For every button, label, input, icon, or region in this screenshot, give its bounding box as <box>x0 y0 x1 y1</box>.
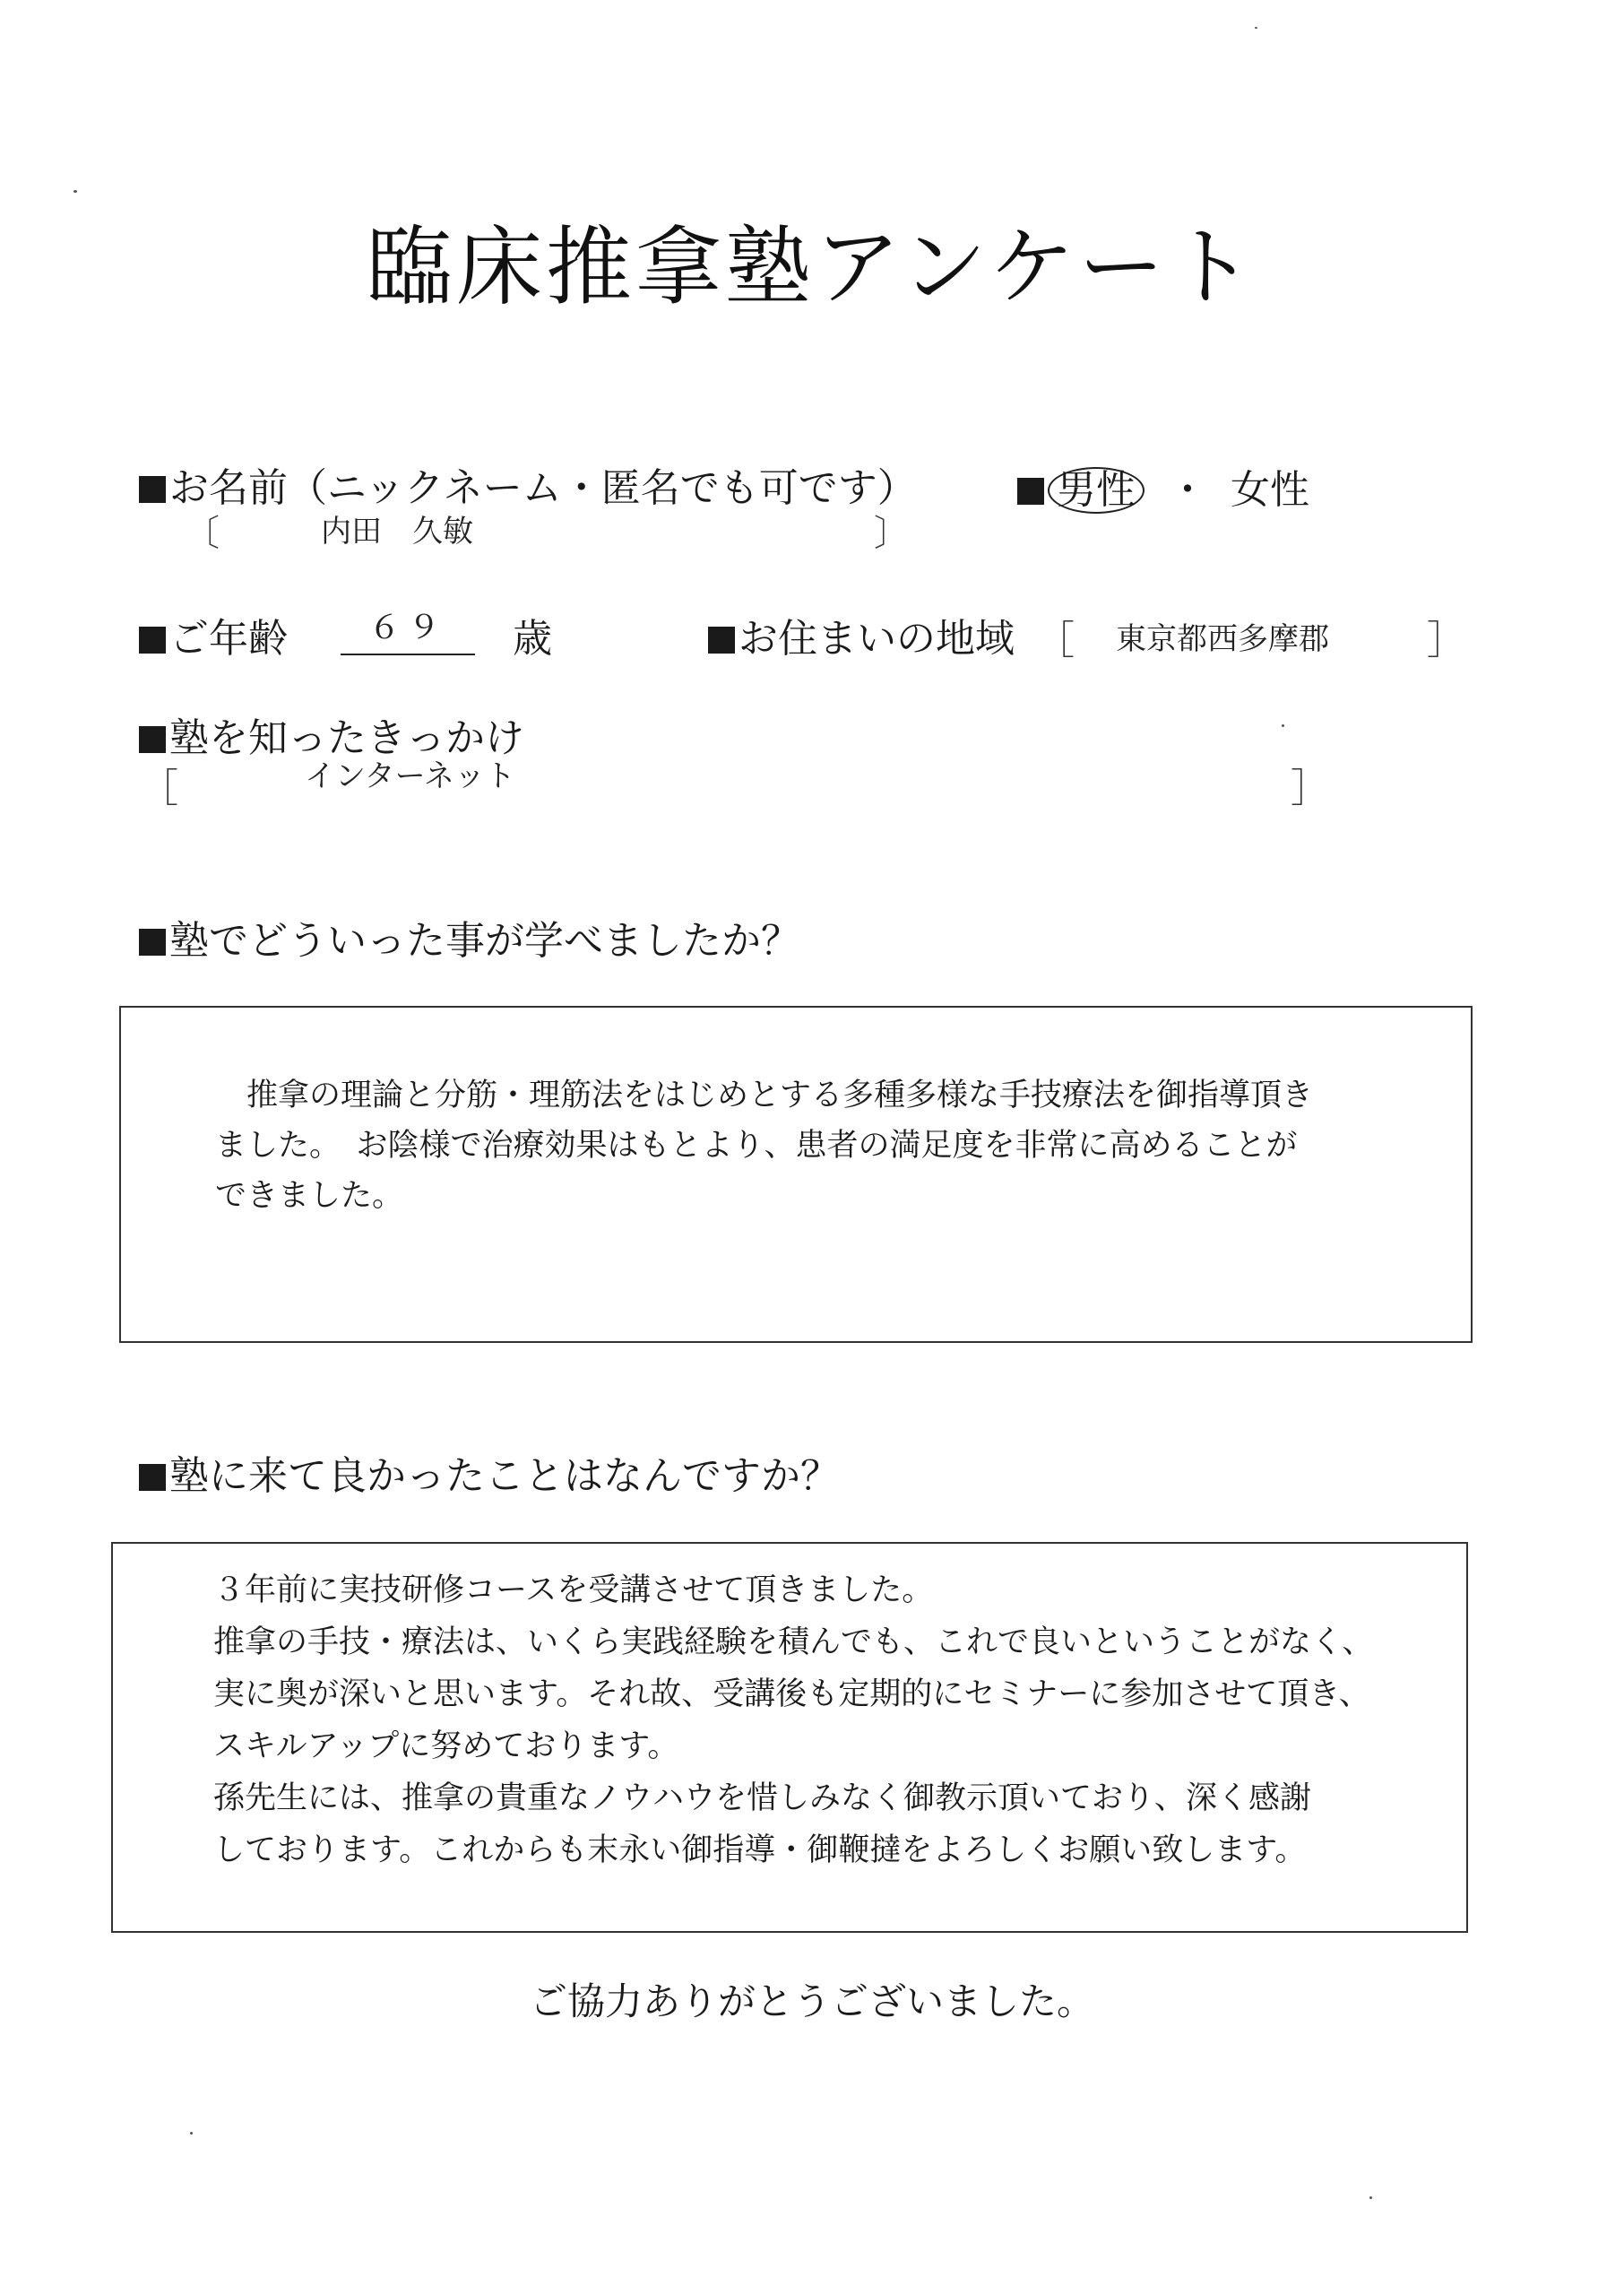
name-close-bracket: 〕 <box>874 513 910 554</box>
q1-answer-box <box>119 1006 1473 1343</box>
scan-speck <box>1255 27 1257 29</box>
q1-answer-line: ました。 お陰様で治療効果はもとより、患者の満足度を非常に高めることが <box>215 1128 1298 1164</box>
bullet-square-icon <box>139 726 166 753</box>
bullet-square-icon <box>139 1464 166 1491</box>
q2-label: 塾に来て良かったことはなんですか？ <box>169 1453 840 1499</box>
q2-answer-box <box>111 1542 1468 1933</box>
bullet-square-icon <box>139 476 166 503</box>
closing-thanks: ご協力ありがとうございました。 <box>529 1979 1094 2023</box>
gender-option-male[interactable]: 男性 <box>1048 467 1145 514</box>
name-label: お名前（ニックネーム・匿名でも可です） <box>169 465 917 511</box>
q2-answer-line: しております。これからも末永い御指導・御鞭撻をよろしくお願い致します。 <box>213 1832 1307 1868</box>
age-label-row <box>139 606 288 663</box>
trigger-close-bracket: ］ <box>1291 766 1330 811</box>
name-label-row <box>139 455 917 513</box>
gender-option-female[interactable]: 女性 <box>1231 467 1309 513</box>
q2-answer-line: スキルアップに努めております。 <box>213 1728 679 1764</box>
scan-speck <box>190 2132 193 2135</box>
page-title: 臨床推拿塾アンケート <box>366 217 1258 317</box>
bullet-square-icon <box>708 627 735 654</box>
gender-separator: ・ <box>1168 467 1207 513</box>
scan-speck <box>1282 724 1284 727</box>
scan-speck <box>73 190 77 193</box>
q1-label-row <box>139 908 800 966</box>
name-value: 内田 久敏 <box>321 514 473 550</box>
bullet-square-icon <box>139 627 166 654</box>
residence-label: お住まいの地域 <box>739 616 1015 662</box>
residence-label-row <box>708 606 1015 663</box>
residence-close-bracket: ］ <box>1427 618 1466 663</box>
trigger-label: 塾を知ったきっかけ <box>169 715 524 761</box>
trigger-open-bracket: ［ <box>139 766 178 811</box>
q2-answer-line: ３年前に実技研修コースを受講させて頂きました。 <box>213 1572 934 1608</box>
q2-answer-line: 孫先生には、推拿の貴重なノウハウを惜しみなく御教示頂いており、深く感謝 <box>213 1780 1312 1816</box>
q2-answer-line: 推拿の手技・療法は、いくら実践経験を積んでも、これで良いということがなく、 <box>213 1624 1374 1660</box>
age-unit: 歳 <box>513 616 552 662</box>
q2-answer-line: 実に奥が深いと思います。それ故、受講後も定期的にセミナーに参加させて頂き、 <box>213 1676 1370 1712</box>
residence-open-bracket: ［ <box>1035 618 1075 663</box>
trigger-value: インターネット <box>305 758 515 794</box>
q1-label: 塾でどういった事が学べましたか？ <box>169 918 800 964</box>
bullet-square-icon <box>1017 478 1044 505</box>
age-label: ご年齢 <box>169 616 288 662</box>
scan-speck <box>1369 2196 1372 2199</box>
q2-label-row <box>139 1443 840 1501</box>
age-value: ６９ <box>341 602 475 655</box>
gender-row <box>1017 457 1309 515</box>
residence-value: 東京都西多摩郡 <box>1116 621 1329 657</box>
name-open-bracket: 〔 <box>184 513 220 554</box>
q1-answer-line: できました。 <box>215 1178 404 1214</box>
q1-answer-line: 推拿の理論と分筋・理筋法をはじめとする多種多様な手技療法を御指導頂き <box>215 1078 1314 1113</box>
bullet-square-icon <box>139 929 166 956</box>
